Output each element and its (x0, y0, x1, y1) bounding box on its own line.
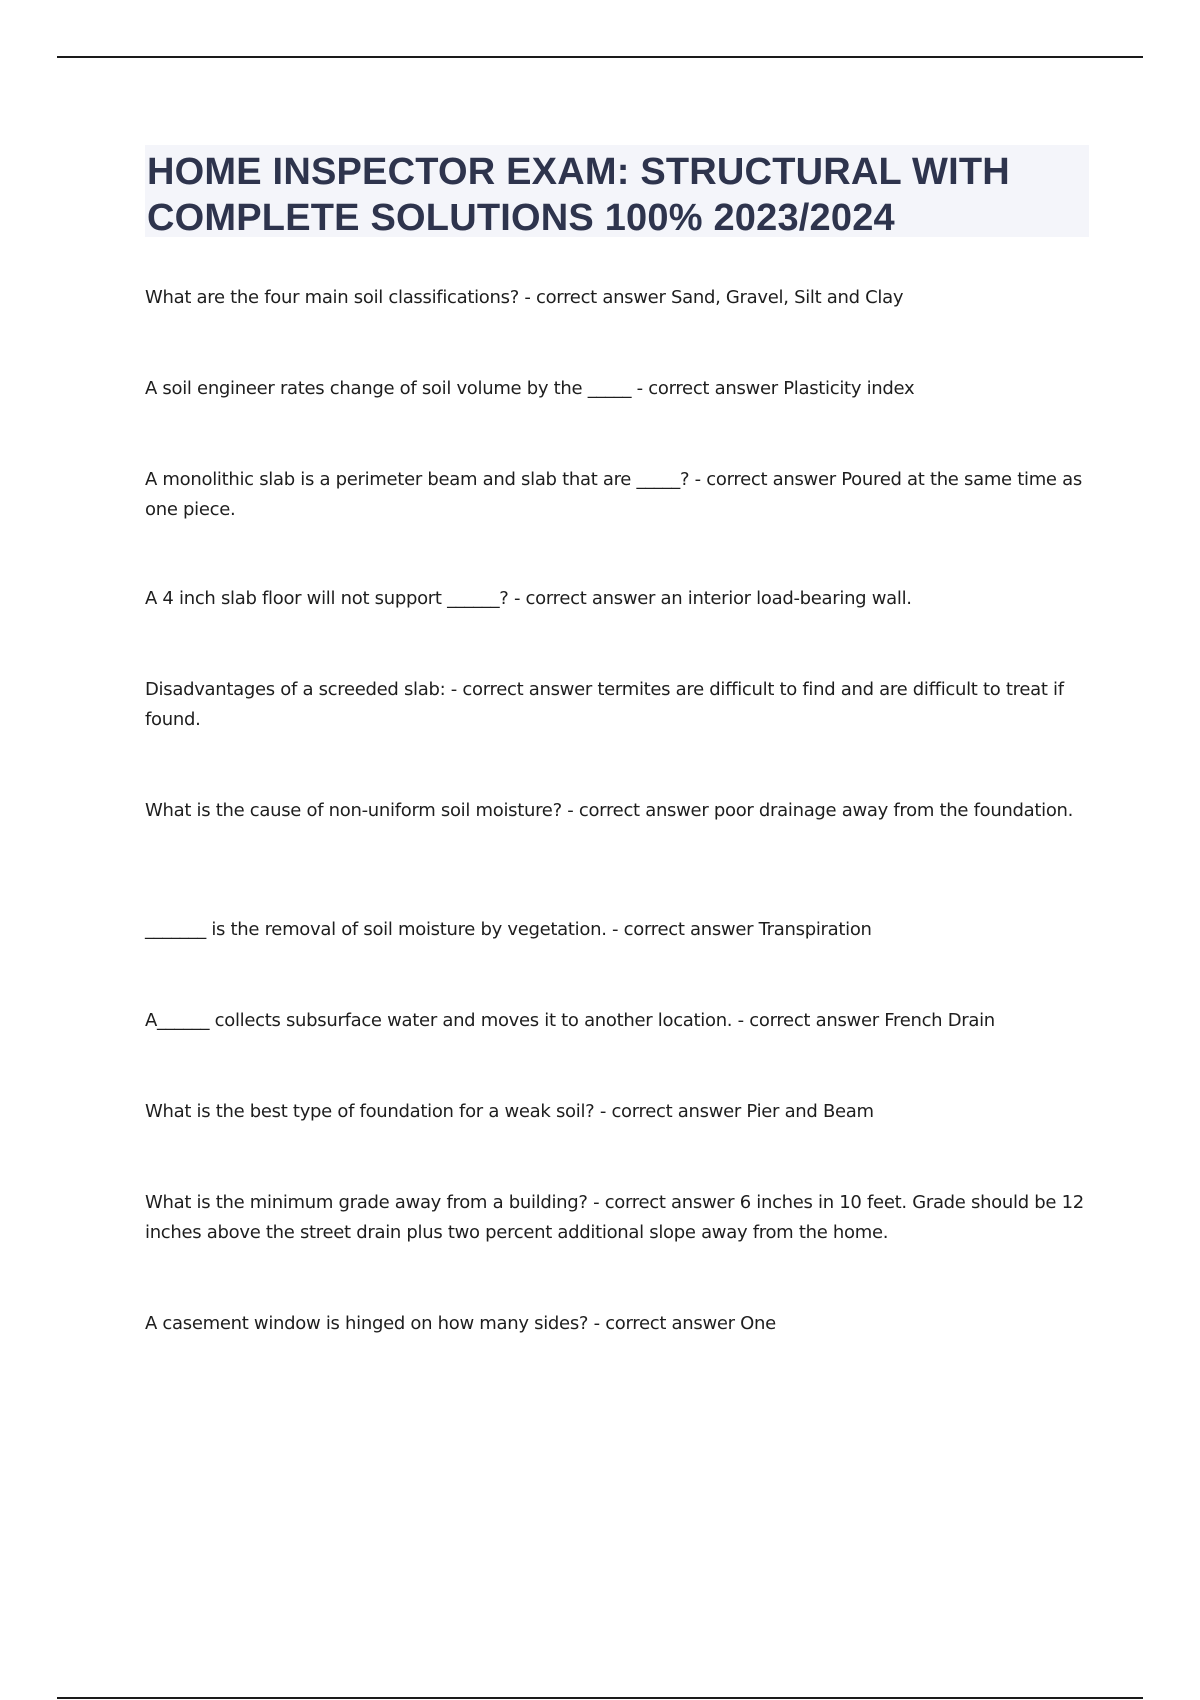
qa-item-11: A casement window is hinged on how many sides? - correct answer One (145, 1313, 776, 1334)
document-title (145, 145, 1089, 237)
qa-item-8: A______ collects subsurface water and moves it to another location. - correct answer French Drain (145, 1010, 995, 1031)
title-line-1: HOME INSPECTOR EXAM: STRUCTURAL WITH (147, 151, 1010, 193)
qa-item-2: A soil engineer rates change of soil volume by the _____ - correct answer Plasticity index (145, 378, 915, 399)
qa-item-5: Disadvantages of a screeded slab: - correct answer termites are difficult to find and are difficult to treat if found. (145, 679, 1064, 730)
qa-item-10: What is the minimum grade away from a building? - correct answer 6 inches in 10 feet. Grade should be 12 inches above the street drain plus two percent additional slope away from the home. (145, 1192, 1084, 1243)
top-rule (57, 56, 1143, 58)
qa-item-1: What are the four main soil classifications? - correct answer Sand, Gravel, Silt and Clay (145, 287, 904, 308)
bottom-rule (57, 1697, 1143, 1699)
qa-item-6: What is the cause of non-uniform soil moisture? - correct answer poor drainage away from the foundation. (145, 800, 1074, 821)
qa-item-9: What is the best type of foundation for a weak soil? - correct answer Pier and Beam (145, 1101, 874, 1122)
qa-item-3: A monolithic slab is a perimeter beam and slab that are _____? - correct answer Poured at the same time as one piece. (145, 469, 1082, 520)
qa-item-4: A 4 inch slab floor will not support ______? - correct answer an interior load-bearing wall. (145, 588, 912, 609)
qa-item-7: _______ is the removal of soil moisture by vegetation. - correct answer Transpiration (145, 919, 872, 940)
title-line-2: COMPLETE SOLUTIONS 100% 2023/2024 (147, 197, 895, 239)
